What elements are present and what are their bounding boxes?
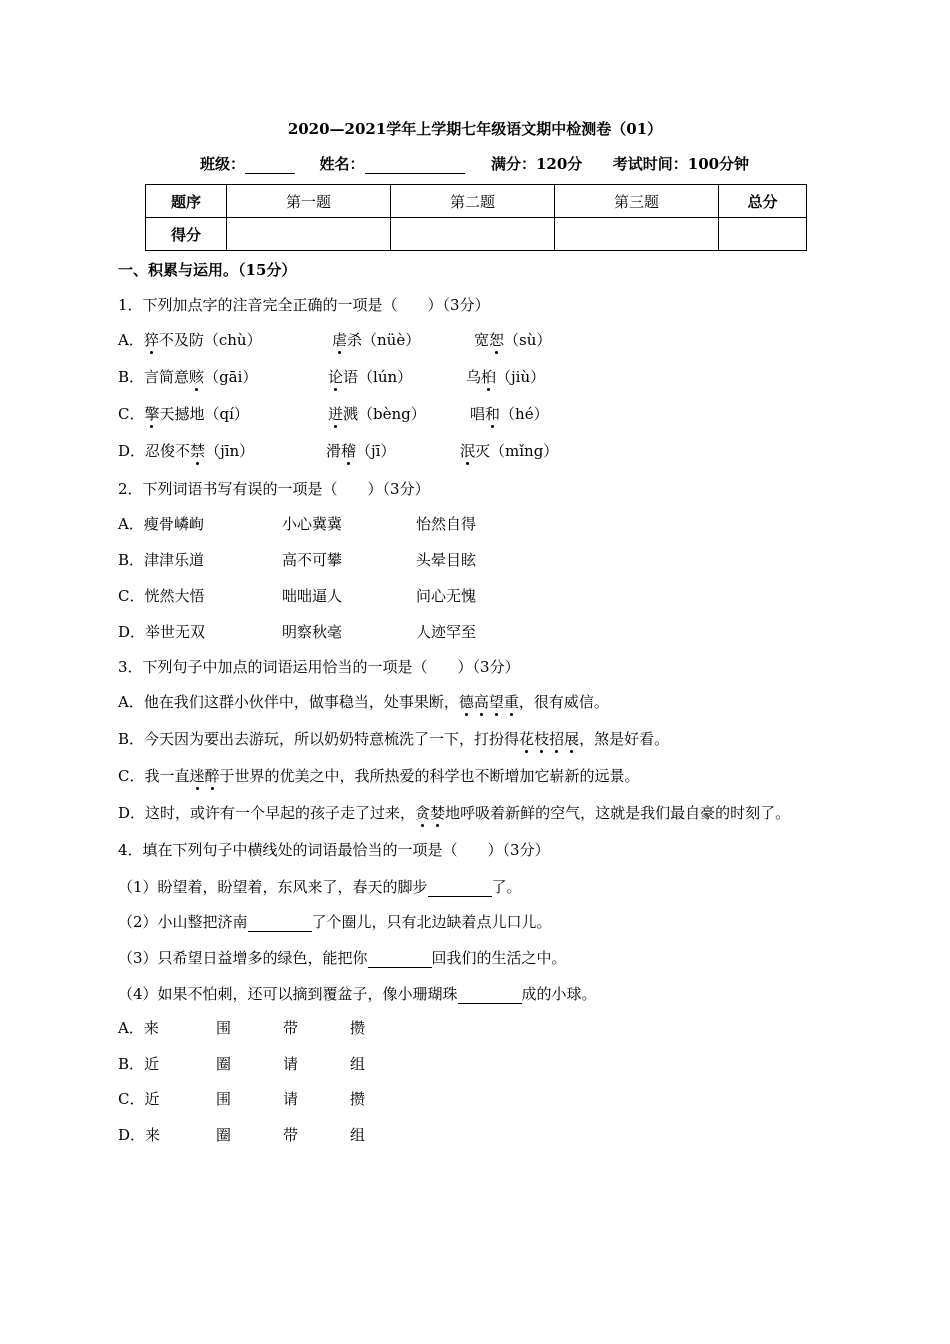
q1-option-c-word2 bbox=[328, 403, 426, 424]
dotted-char: 重 bbox=[503, 693, 519, 711]
option-word: 恍然大悟 bbox=[144, 587, 205, 605]
option-text: 他在我们这群小伙伴中，做事稳当，处事果断， bbox=[143, 693, 459, 711]
q4-sentence bbox=[118, 911, 552, 932]
option-text: （jī） bbox=[356, 442, 396, 460]
option-text: 忍俊不 bbox=[145, 442, 191, 460]
full-score: 满分：120分 bbox=[490, 155, 583, 173]
option-label: C． bbox=[118, 405, 145, 423]
dotted-char: 赅 bbox=[189, 368, 205, 386]
dotted-word bbox=[519, 730, 579, 748]
option-text: 语（lún） bbox=[343, 368, 413, 386]
option-word: 圈 bbox=[216, 1126, 232, 1144]
dotted-char: 泯 bbox=[460, 442, 476, 460]
dotted-char: 擎 bbox=[144, 405, 160, 423]
option-label: D． bbox=[118, 1126, 146, 1144]
q4-option-d bbox=[118, 1124, 160, 1145]
dotted-char: 猝 bbox=[143, 331, 159, 349]
dotted-word bbox=[190, 767, 220, 785]
q1-option-d-word2 bbox=[326, 440, 395, 461]
q3-option-c bbox=[118, 765, 640, 786]
option-text: 杀（nüè） bbox=[347, 331, 421, 349]
option-word: 近 bbox=[144, 1090, 160, 1108]
option-word: 请 bbox=[283, 1055, 299, 1073]
option-label: C． bbox=[118, 1090, 145, 1108]
q3-option-d bbox=[118, 802, 790, 823]
score-cell[interactable] bbox=[555, 218, 719, 251]
q4-sentence bbox=[118, 983, 597, 1004]
class-blank bbox=[245, 159, 295, 174]
dotted-char: 花 bbox=[519, 730, 535, 748]
option-text: 唱 bbox=[470, 405, 486, 423]
option-text: ，很有威信。 bbox=[518, 693, 609, 711]
option-word: 近 bbox=[144, 1055, 160, 1073]
sentence-text: （4）如果不怕刺，还可以摘到覆盆子，像小珊瑚珠 bbox=[118, 985, 458, 1003]
score-cell[interactable] bbox=[227, 218, 391, 251]
q3-option-b bbox=[118, 728, 669, 749]
q4-option-c bbox=[118, 1088, 160, 1109]
option-text: 不及防（chù） bbox=[158, 331, 262, 349]
dotted-char: 醉 bbox=[204, 767, 220, 785]
score-table bbox=[145, 184, 807, 251]
option-text: 乌 bbox=[466, 368, 482, 386]
option-text: （jiù） bbox=[496, 368, 546, 386]
dotted-char: 展 bbox=[564, 730, 580, 748]
option-word: 举世无双 bbox=[145, 623, 206, 641]
option-word: 请 bbox=[283, 1090, 299, 1108]
dotted-char: 和 bbox=[485, 405, 501, 423]
score-header-cell: 总分 bbox=[719, 185, 807, 218]
fill-blank[interactable] bbox=[428, 882, 492, 897]
q1-option-a-word3 bbox=[474, 329, 551, 350]
dotted-char: 禁 bbox=[190, 442, 206, 460]
score-header-cell: 第二题 bbox=[391, 185, 555, 218]
q2-option-d bbox=[118, 621, 205, 642]
option-word: 怡然自得 bbox=[416, 515, 477, 533]
option-text: 今天因为要出去游玩，所以奶奶特意梳洗了一下，打扮得 bbox=[144, 730, 520, 748]
option-word: 组 bbox=[350, 1055, 366, 1073]
option-text: ，煞是好看。 bbox=[579, 730, 670, 748]
dotted-char: 迸 bbox=[328, 405, 344, 423]
fill-blank[interactable] bbox=[248, 917, 312, 932]
dotted-char: 论 bbox=[328, 368, 344, 386]
option-text: 言简意 bbox=[144, 368, 190, 386]
option-word: 明察秋毫 bbox=[282, 623, 343, 641]
sentence-text: （3）只希望日益增多的绿色，能把你 bbox=[118, 949, 368, 967]
score-header-cell: 第一题 bbox=[227, 185, 391, 218]
option-word: 围 bbox=[216, 1090, 232, 1108]
dotted-char: 虐 bbox=[332, 331, 348, 349]
dotted-char: 招 bbox=[549, 730, 565, 748]
option-word: 高不可攀 bbox=[282, 551, 343, 569]
option-label: C． bbox=[118, 587, 145, 605]
dotted-char: 桕 bbox=[481, 368, 497, 386]
fill-blank[interactable] bbox=[368, 953, 432, 968]
option-word: 瘦骨嶙峋 bbox=[143, 515, 204, 533]
option-label: D． bbox=[118, 804, 146, 822]
score-cell[interactable] bbox=[719, 218, 807, 251]
option-word: 攒 bbox=[350, 1090, 366, 1108]
sentence-text: （2）小山整把济南 bbox=[118, 913, 248, 931]
q1-option-b-word2 bbox=[328, 366, 412, 387]
question-stem: 2．下列词语书写有误的一项是（ ）（3分） bbox=[118, 480, 430, 498]
option-text: 我一直 bbox=[144, 767, 190, 785]
q1-option-c bbox=[118, 403, 249, 424]
option-word: 人迹罕至 bbox=[416, 623, 477, 641]
score-cell[interactable] bbox=[391, 218, 555, 251]
question-stem: 1．下列加点字的注音完全正确的一项是（ ）（3分） bbox=[118, 296, 490, 314]
page-title: 2020—2021学年上学期七年级语文期中检测卷（01） bbox=[287, 120, 663, 138]
option-word: 头晕目眩 bbox=[416, 551, 477, 569]
option-text: （hé） bbox=[500, 405, 549, 423]
option-label: A． bbox=[118, 1019, 144, 1037]
option-word: 津津乐道 bbox=[144, 551, 205, 569]
exam-time: 考试时间：100分钟 bbox=[612, 155, 750, 173]
q1-option-d-word3 bbox=[460, 440, 558, 461]
option-label: B． bbox=[118, 1055, 145, 1073]
dotted-word bbox=[459, 693, 519, 711]
dotted-char: 高 bbox=[473, 693, 489, 711]
sentence-text: 了。 bbox=[491, 878, 522, 896]
option-label: B． bbox=[118, 368, 145, 386]
option-word: 带 bbox=[283, 1019, 299, 1037]
sentence-text: 成的小球。 bbox=[521, 985, 597, 1003]
score-table-header-row bbox=[146, 185, 807, 218]
dotted-char: 恕 bbox=[489, 331, 505, 349]
question-stem: 3．下列句子中加点的词语运用恰当的一项是（ ）（3分） bbox=[118, 658, 520, 676]
class-label: 班级： bbox=[200, 155, 246, 173]
option-label: A． bbox=[118, 515, 144, 533]
dotted-char: 婪 bbox=[430, 804, 446, 822]
option-text: 宽 bbox=[474, 331, 490, 349]
dotted-word bbox=[415, 804, 445, 822]
option-label: C． bbox=[118, 767, 145, 785]
q1-option-b bbox=[118, 366, 257, 387]
sentence-text: （1）盼望着，盼望着，东风来了，春天的脚步 bbox=[118, 878, 428, 896]
q1-option-a bbox=[118, 329, 262, 350]
dotted-char: 贪 bbox=[415, 804, 431, 822]
q2-option-c bbox=[118, 585, 205, 606]
q1-option-c-word3 bbox=[470, 403, 549, 424]
sentence-text: 回我们的生活之中。 bbox=[431, 949, 567, 967]
option-text: （jīn） bbox=[205, 442, 255, 460]
option-text: 这时，或许有一个早起的孩子走了过来， bbox=[145, 804, 416, 822]
option-word: 来 bbox=[145, 1126, 161, 1144]
q1-option-a-word2 bbox=[332, 329, 420, 350]
q4-sentence bbox=[118, 876, 522, 897]
option-text: 溅（bèng） bbox=[343, 405, 426, 423]
sentence-text: 了个圈儿，只有北边缺着点儿口儿。 bbox=[311, 913, 552, 931]
option-word: 组 bbox=[350, 1126, 366, 1144]
name-blank bbox=[365, 159, 465, 174]
option-word: 来 bbox=[143, 1019, 159, 1037]
option-word: 问心无愧 bbox=[416, 587, 477, 605]
q1-option-d bbox=[118, 440, 254, 461]
q1-option-b-word3 bbox=[466, 366, 545, 387]
option-text: （gāi） bbox=[204, 368, 258, 386]
option-label: A． bbox=[118, 693, 144, 711]
score-table-row bbox=[146, 218, 807, 251]
dotted-char: 望 bbox=[488, 693, 504, 711]
question-stem: 4．填在下列句子中横线处的词语最恰当的一项是（ ）（3分） bbox=[118, 841, 550, 859]
name-label: 姓名： bbox=[319, 155, 365, 173]
option-label: B． bbox=[118, 730, 145, 748]
option-text: 地呼吸着新鲜的空气，这就是我们最自豪的时刻了。 bbox=[445, 804, 791, 822]
option-text: 滑 bbox=[326, 442, 342, 460]
option-text: （sù） bbox=[504, 331, 552, 349]
dotted-char: 稽 bbox=[341, 442, 357, 460]
option-word: 小心冀冀 bbox=[282, 515, 343, 533]
dotted-char: 迷 bbox=[189, 767, 205, 785]
score-row-label: 得分 bbox=[146, 218, 227, 251]
q4-option-a bbox=[118, 1017, 159, 1038]
option-word: 围 bbox=[216, 1019, 232, 1037]
option-label: B． bbox=[118, 551, 145, 569]
section-title: 一、积累与运用。（15分） bbox=[118, 261, 297, 279]
option-label: D． bbox=[118, 623, 146, 641]
score-header-cell: 题序 bbox=[146, 185, 227, 218]
fill-blank[interactable] bbox=[458, 989, 522, 1004]
dotted-char: 枝 bbox=[534, 730, 550, 748]
option-label: D． bbox=[118, 442, 146, 460]
q2-option-b bbox=[118, 549, 204, 570]
q3-option-a bbox=[118, 691, 609, 712]
option-word: 带 bbox=[283, 1126, 299, 1144]
option-text: 灭（mǐng） bbox=[475, 442, 559, 460]
q2-option-a bbox=[118, 513, 204, 534]
option-text: 天撼地（qí） bbox=[159, 405, 249, 423]
option-text: 于世界的优美之中，我所热爱的科学也不断增加它崭新的远景。 bbox=[219, 767, 640, 785]
q4-option-b bbox=[118, 1053, 159, 1074]
option-word: 圈 bbox=[216, 1055, 232, 1073]
option-word: 咄咄逼人 bbox=[282, 587, 343, 605]
dotted-char: 德 bbox=[458, 693, 474, 711]
exam-info-line bbox=[200, 153, 749, 174]
q4-sentence bbox=[118, 947, 567, 968]
option-word: 攒 bbox=[350, 1019, 366, 1037]
option-label: A． bbox=[118, 331, 144, 349]
score-header-cell: 第三题 bbox=[555, 185, 719, 218]
